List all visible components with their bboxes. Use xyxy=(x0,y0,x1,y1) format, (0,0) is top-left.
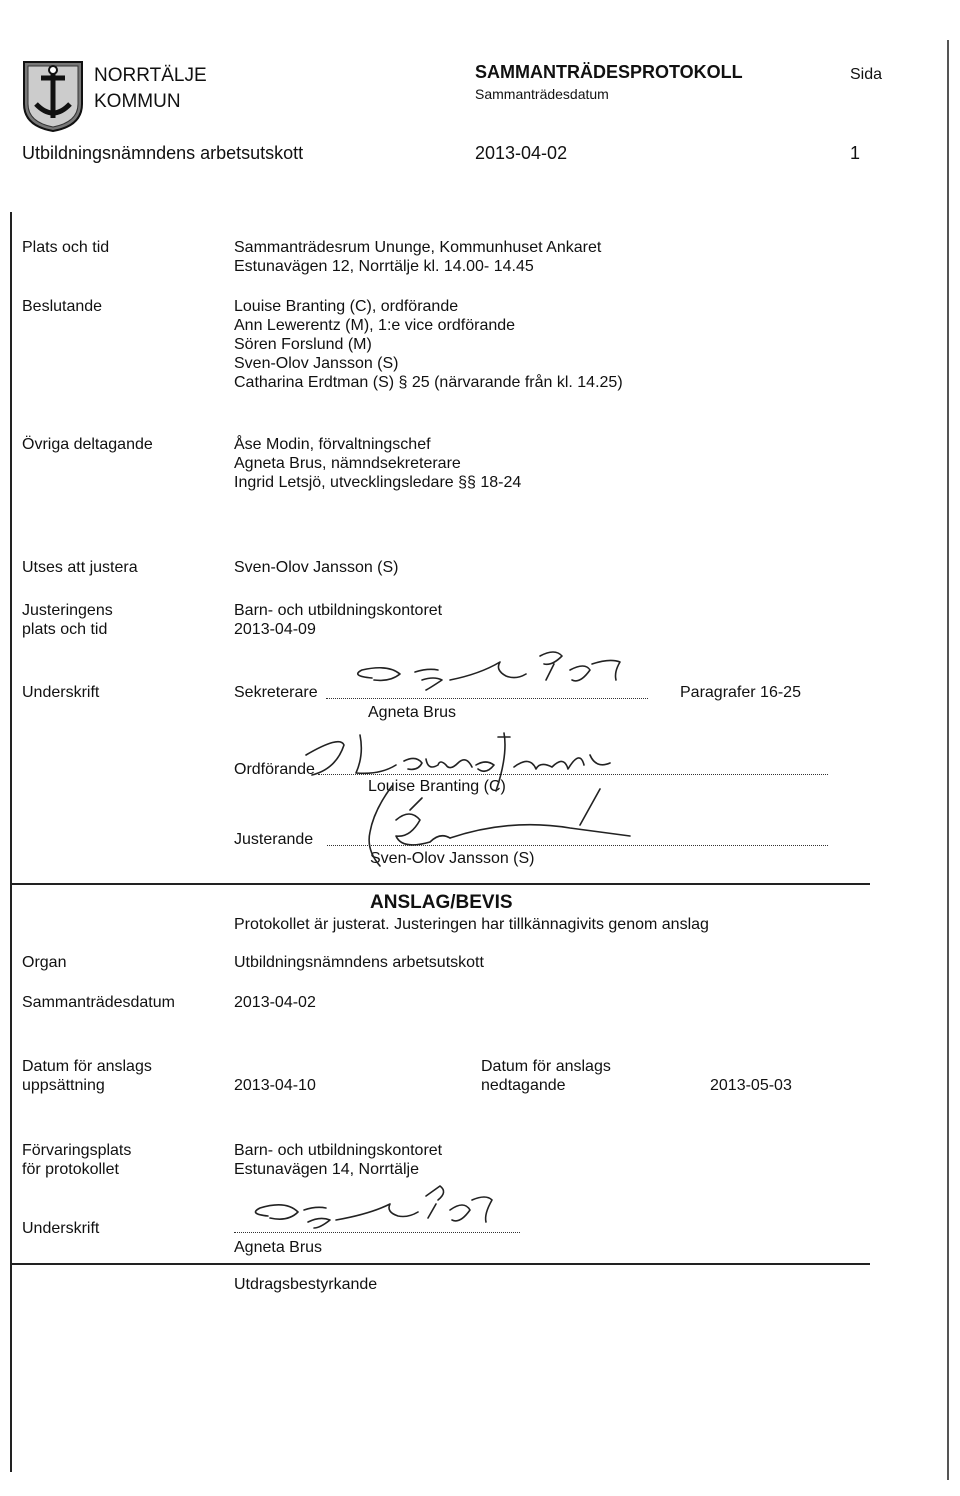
other-participant: Agneta Brus, nämndsekreterare xyxy=(234,455,461,472)
section-divider xyxy=(10,883,870,885)
posting-label-line1: Datum för anslags xyxy=(22,1058,152,1075)
municipality-name-line1: NORRTÄLJE xyxy=(94,65,207,86)
adjust-date: 2013-04-09 xyxy=(234,621,316,638)
chair-label: Ordförande xyxy=(234,761,315,778)
organ-label: Organ xyxy=(22,954,67,971)
notice-signature xyxy=(240,1170,500,1235)
storage-label-line1: Förvaringsplats xyxy=(22,1142,132,1159)
adjuster-sign-label: Justerande xyxy=(234,831,314,848)
logo xyxy=(22,60,84,132)
coat-of-arms-icon xyxy=(22,60,84,132)
meeting-date-value: 2013-04-02 xyxy=(234,994,316,1011)
committee-name: Utbildningsnämndens arbetsutskott xyxy=(22,143,304,163)
deciding-member: Sören Forslund (M) xyxy=(234,336,372,353)
paragraphs: Paragrafer 16-25 xyxy=(680,684,801,701)
adjuster-label: Utses att justera xyxy=(22,559,138,576)
storage-line2: Estunavägen 14, Norrtälje xyxy=(234,1161,419,1178)
others-label: Övriga deltagande xyxy=(22,436,153,453)
deciding-member: Sven-Olov Jansson (S) xyxy=(234,355,399,372)
secretary-signature xyxy=(330,640,630,700)
secretary-label: Sekreterare xyxy=(234,684,318,701)
adjuster-name: Sven-Olov Jansson (S) xyxy=(234,559,399,576)
document-title: SAMMANTRÄDESPROTOKOLL xyxy=(475,62,743,82)
notice-heading: ANSLAG/BEVIS xyxy=(370,892,513,913)
posting-date: 2013-04-10 xyxy=(234,1077,316,1094)
deciding-member: Catharina Erdtman (S) § 25 (närvarande från kl. 14.25) xyxy=(234,374,623,391)
posting-label-line2: uppsättning xyxy=(22,1077,105,1094)
notice-signature-label: Underskrift xyxy=(22,1220,100,1237)
storage-label-line2: för protokollet xyxy=(22,1161,119,1178)
page-label: Sida xyxy=(850,66,883,83)
removal-label-line1: Datum för anslags xyxy=(481,1058,611,1075)
adjuster-sign-name: Sven-Olov Jansson (S) xyxy=(370,850,535,867)
storage-line1: Barn- och utbildningskontoret xyxy=(234,1142,443,1159)
municipality-name-line2: KOMMUN xyxy=(94,91,181,112)
extract-label: Utdragsbestyrkande xyxy=(234,1276,378,1293)
other-participant: Ingrid Letsjö, utvecklingsledare §§ 18-24 xyxy=(234,474,522,491)
deciding-member: Louise Branting (C), ordförande xyxy=(234,298,459,315)
meeting-date-label: Sammanträdesdatum xyxy=(22,994,175,1011)
secretary-name: Agneta Brus xyxy=(368,704,457,721)
removal-date: 2013-05-03 xyxy=(710,1077,792,1094)
page-number: 1 xyxy=(850,143,861,163)
bottom-divider xyxy=(10,1263,870,1265)
organ-value: Utbildningsnämndens arbetsutskott xyxy=(234,954,484,971)
adjust-place-label-line2: plats och tid xyxy=(22,621,108,638)
place-label: Plats och tid xyxy=(22,239,110,256)
deciding-member: Ann Lewerentz (M), 1:e vice ordförande xyxy=(234,317,516,334)
chair-name: Louise Branting (C) xyxy=(368,778,506,795)
notice-text: Protokollet är justerat. Justeringen har tillkännagivits genom anslag xyxy=(234,916,709,933)
signature-label: Underskrift xyxy=(22,684,100,701)
adjuster-signature xyxy=(340,780,640,875)
adjust-place: Barn- och utbildningskontoret xyxy=(234,602,443,619)
date-label: Sammanträdesdatum xyxy=(475,86,609,102)
removal-label-line2: nedtagande xyxy=(481,1077,566,1094)
other-participant: Åse Modin, förvaltningschef xyxy=(234,436,431,453)
notice-signature-name: Agneta Brus xyxy=(234,1239,323,1256)
adjust-place-label-line1: Justeringens xyxy=(22,602,113,619)
meeting-date: 2013-04-02 xyxy=(475,143,568,163)
right-border xyxy=(947,40,949,1480)
place-line1: Sammanträdesrum Ununge, Kommunhuset Ankaret xyxy=(234,239,602,256)
deciding-label: Beslutande xyxy=(22,298,103,315)
left-border xyxy=(10,212,12,1472)
place-line2: Estunavägen 12, Norrtälje kl. 14.00- 14.45 xyxy=(234,258,534,275)
